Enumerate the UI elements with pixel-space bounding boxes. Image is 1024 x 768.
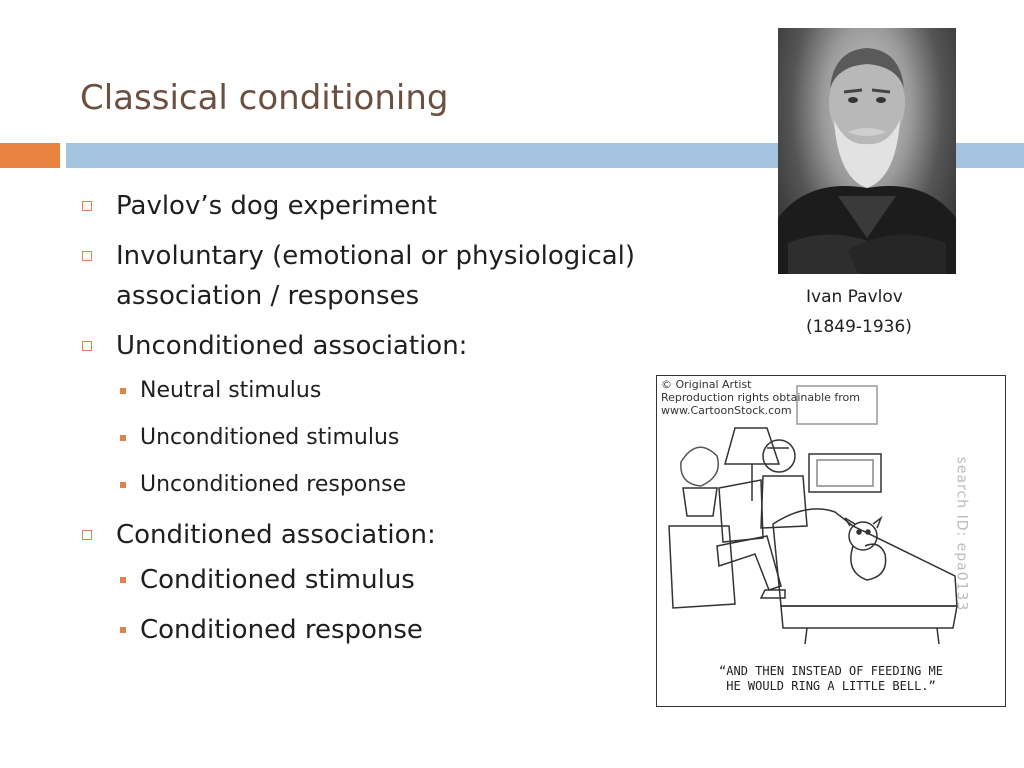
credit-line: www.CartoonStock.com — [661, 404, 792, 417]
hollow-square-bullet-icon — [82, 201, 92, 211]
bullet-item — [82, 186, 722, 226]
bullet-item — [82, 236, 722, 316]
hollow-square-bullet-icon — [82, 341, 92, 351]
cartoon-credit — [661, 378, 860, 417]
sub-bullet-item — [82, 421, 722, 455]
square-bullet-icon — [120, 577, 126, 583]
sub-bullet-text: Conditioned stimulus — [140, 565, 415, 595]
portrait-caption — [806, 282, 912, 342]
slide-title: Classical conditioning — [80, 78, 449, 118]
quote-line: “AND THEN INSTEAD OF FEEDING ME — [719, 664, 943, 678]
sub-bullet-item — [82, 468, 722, 502]
caption-name: Ivan Pavlov — [806, 287, 903, 307]
sub-bullet-text: Conditioned response — [140, 615, 423, 645]
credit-line: © Original Artist — [661, 378, 752, 391]
hollow-square-bullet-icon — [82, 530, 92, 540]
sub-bullet-item — [82, 374, 722, 408]
bullet-item — [82, 515, 722, 555]
pavlov-portrait-photo — [778, 28, 956, 274]
bullet-list — [82, 186, 722, 661]
square-bullet-icon — [120, 388, 126, 394]
credit-line: Reproduction rights obtainable from — [661, 391, 860, 404]
hollow-square-bullet-icon — [82, 251, 92, 261]
quote-line: HE WOULD RING A LITTLE BELL.” — [726, 679, 936, 693]
bullet-text: Pavlov’s dog experiment — [116, 191, 437, 221]
bullet-text: Involuntary (emotional or physiological) association / responses — [116, 241, 636, 311]
sub-bullet-text: Unconditioned response — [140, 472, 407, 497]
sub-bullet-item — [82, 561, 722, 599]
bullet-item — [82, 326, 722, 366]
sub-bullet-text: Neutral stimulus — [140, 378, 322, 403]
cartoon-illustration — [656, 375, 1006, 707]
cartoon-quote — [657, 664, 1005, 694]
square-bullet-icon — [120, 435, 126, 441]
bullet-text: Conditioned association: — [116, 520, 436, 550]
sub-bullet-item — [82, 611, 722, 649]
caption-years: (1849-1936) — [806, 317, 912, 337]
square-bullet-icon — [120, 627, 126, 633]
square-bullet-icon — [120, 482, 126, 488]
cartoon-watermark: search ID: epa0133 — [953, 456, 970, 612]
title-accent-bar-orange — [0, 143, 60, 168]
bullet-text: Unconditioned association: — [116, 331, 468, 361]
sub-bullet-text: Unconditioned stimulus — [140, 425, 400, 450]
